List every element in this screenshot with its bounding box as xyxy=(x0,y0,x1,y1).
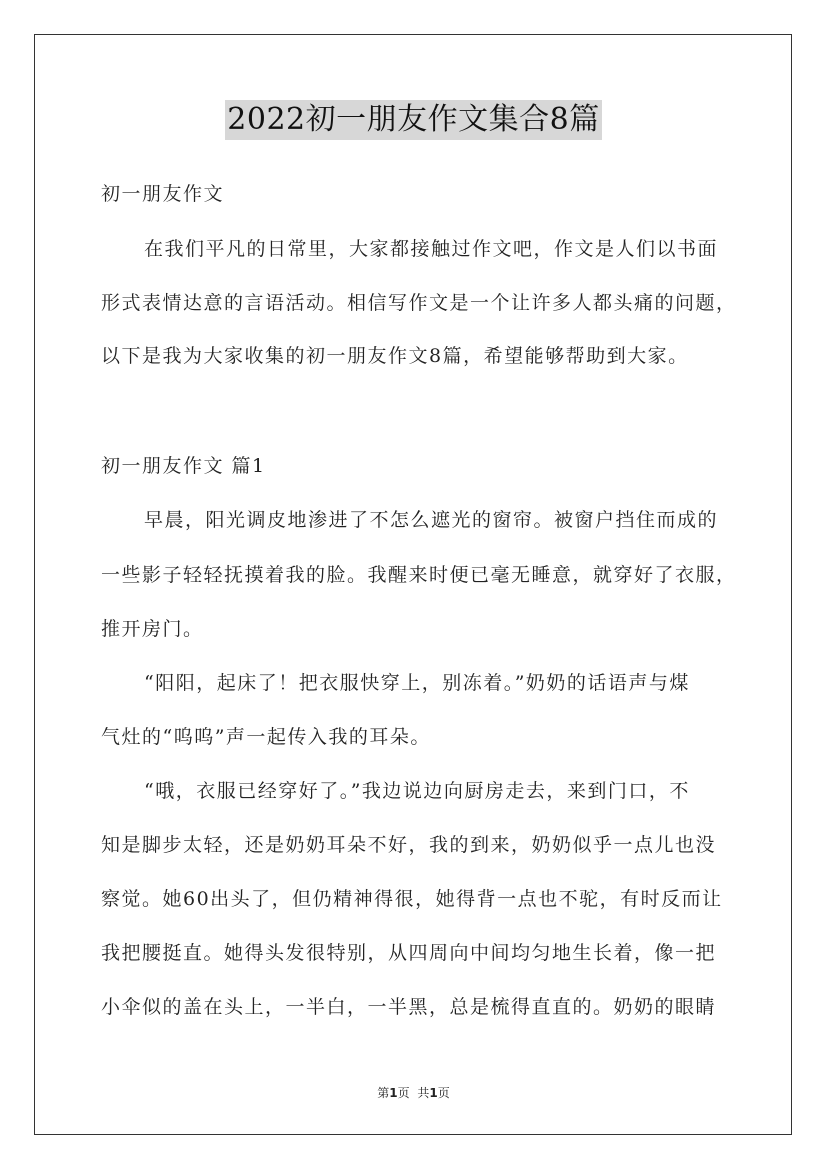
body-line: “哦，衣服已经穿好了。”我边说边向厨房走去，来到门口，不 xyxy=(144,780,690,802)
body-line: 一些影子轻轻抚摸着我的脸。我醒来时便已毫无睡意，就穿好了衣服， xyxy=(101,564,737,586)
footer-page-prefix: 第 xyxy=(377,1086,390,1100)
section-heading: 初一朋友作文 xyxy=(101,183,225,205)
body-line: 气灶的“呜呜”声一起传入我的耳朵。 xyxy=(101,726,431,748)
body-line: 早晨，阳光调皮地渗进了不怎么遮光的窗帘。被窗户挡住而成的 xyxy=(144,509,719,531)
document-title: 2022初一朋友作文集合8篇 xyxy=(225,100,601,140)
body-line: 我把腰挺直。她得头发很特别，从四周向中间均匀地生长着，像一把 xyxy=(101,942,717,964)
page-footer xyxy=(0,1084,827,1101)
footer-page-number: 1 xyxy=(389,1086,398,1100)
body-line: 小伞似的盖在头上，一半白，一半黑，总是梳得直直的。奶奶的眼睛 xyxy=(101,996,717,1018)
body-line: 推开房门。 xyxy=(101,618,204,640)
intro-line: 在我们平凡的日常里，大家都接触过作文吧，作文是人们以书面 xyxy=(144,238,719,260)
body-line: 察觉。她60出头了，但仍精神得很，她得背一点也不驼，有时反而让 xyxy=(101,888,723,910)
article-heading: 初一朋友作文 篇1 xyxy=(101,455,266,477)
body-line: 知是脚步太轻，还是奶奶耳朵不好，我的到来，奶奶似乎一点儿也没 xyxy=(101,834,717,856)
footer-total-prefix: 共 xyxy=(417,1086,430,1100)
footer-total-number: 1 xyxy=(429,1086,438,1100)
footer-total-suffix: 页 xyxy=(437,1086,450,1100)
body-line: “阳阳，起床了！把衣服快穿上，别冻着。”奶奶的话语声与煤 xyxy=(144,672,690,694)
title-area xyxy=(0,100,827,140)
intro-line: 形式表情达意的言语活动。相信写作文是一个让许多人都头痛的问题， xyxy=(101,292,737,314)
footer-page-suffix: 页 xyxy=(397,1086,410,1100)
intro-line: 以下是我为大家收集的初一朋友作文8篇，希望能够帮助到大家。 xyxy=(101,345,689,367)
